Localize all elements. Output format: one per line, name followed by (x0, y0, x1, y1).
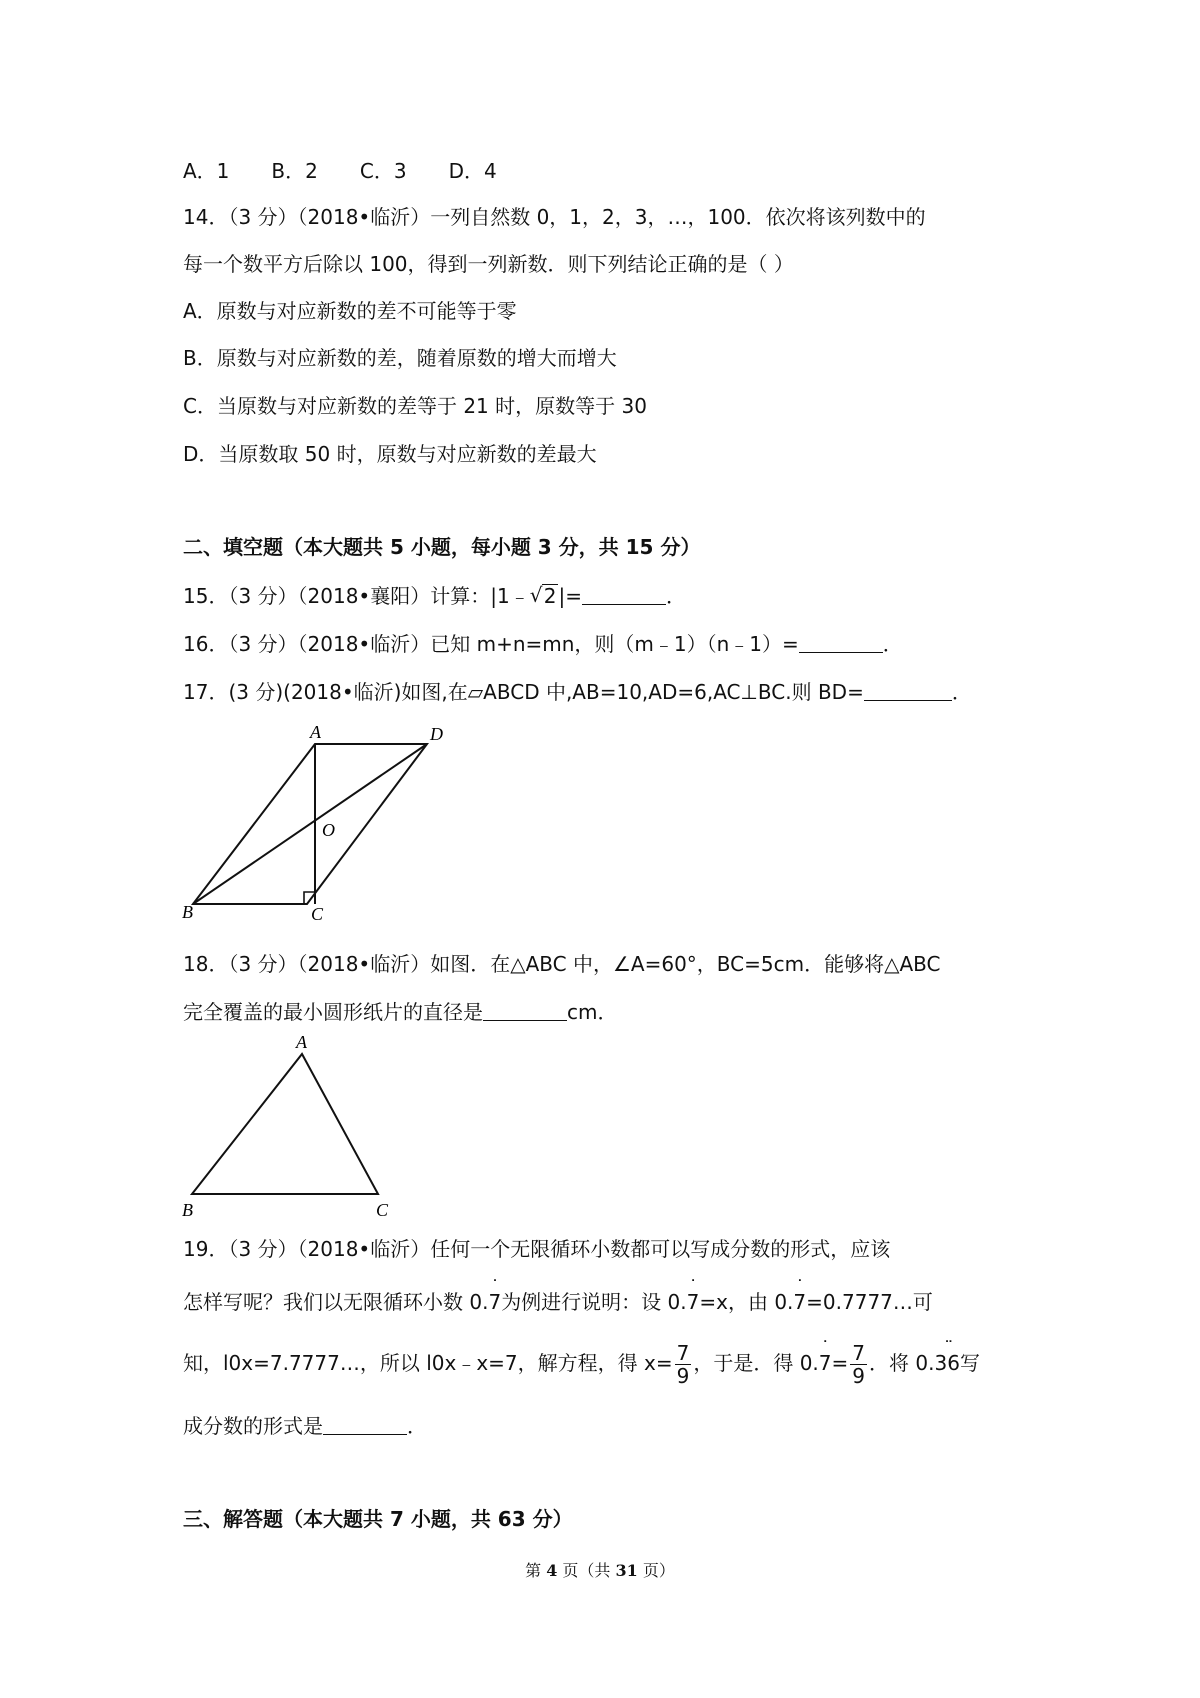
repeating-digits-mark: ¨ 6 (947, 1340, 960, 1386)
q16-answer-blank (799, 630, 883, 653)
q18-answer-blank (483, 998, 567, 1021)
figure-18-triangle (180, 1030, 400, 1220)
fraction-7-9-second (850, 1342, 867, 1387)
q13-option-d: D．4 (448, 159, 497, 183)
q15-answer-blank (582, 582, 666, 605)
q14-option-a: A．原数与对应新数的差不可能等于零 (183, 299, 517, 323)
repeating-digit: ˙ 7 (687, 1288, 700, 1316)
label-O: O (322, 820, 335, 840)
q14-option-d: D．当原数取 50 时，原数与对应新数的差最大 (183, 442, 597, 466)
q15-line (183, 582, 686, 610)
label-B: B (182, 902, 193, 920)
q15-end: ． (665, 584, 686, 608)
q13-option-c: C．3 (359, 159, 407, 183)
q18-line1: 18．（3 分）（2018•临沂）如图．在△ABC 中，∠A=60°，BC=5cm．能够将△ABC (183, 952, 941, 976)
q19-line4-text: 成分数的形式是 (183, 1414, 323, 1438)
footer-total-pages: 31 (615, 1561, 638, 1580)
label-A: A (310, 722, 321, 742)
fraction-numerator: 7 (852, 1341, 866, 1365)
sqrt-sign: √ (529, 583, 543, 607)
fraction-denominator: 9 (676, 1364, 690, 1388)
q14-stem-line1: 14．（3 分）（2018•临沂）一列自然数 0，1，2，3，…，100．依次将该列数中的 (183, 205, 926, 229)
q15-one: 1﹣ (496, 584, 530, 608)
q13-option-a: A．1 (183, 159, 230, 183)
q13-options (183, 157, 539, 185)
section3-heading: 三、解答题（本大题共 7 小题，共 63 分） (183, 1507, 573, 1531)
q19-line3-part-e: ．将 0.3 (869, 1351, 948, 1375)
abs-bar-left: | (490, 584, 497, 608)
footer-text-a: 第 (525, 1561, 547, 1580)
q19-line3-part-a: 知，l0x=7.7777…，所以 l0x﹣x=7，解方程，得 x= (183, 1351, 673, 1375)
q18-line2-prefix: 完全覆盖的最小圆形纸片的直径是 (183, 1000, 483, 1024)
page-footer (0, 1558, 1200, 1581)
repeating-digit: ˙ 7 (488, 1288, 501, 1316)
q19-line3-part-b: ，于是．得 0. (693, 1351, 819, 1375)
abs-bar-right: | (558, 584, 566, 608)
q19-line2-part-b: 为例进行说明：设 0. (501, 1290, 687, 1314)
q14-option-c: C．当原数与对应新数的差等于 21 时，原数等于 30 (183, 394, 647, 418)
q16-end: ． (882, 632, 903, 656)
label-B: B (182, 1200, 193, 1220)
q19-line2-part-a: 怎样写呢？我们以无限循环小数 0. (183, 1290, 489, 1314)
label-C: C (311, 904, 324, 920)
repeating-digit: ˙ 7 (819, 1340, 832, 1386)
q19-line4 (183, 1412, 427, 1440)
section2-heading: 二、填空题（本大题共 5 小题，每小题 3 分，共 15 分） (183, 535, 701, 559)
sqrt-radicand: 2 (543, 584, 557, 608)
q19-answer-blank (323, 1412, 407, 1435)
triangle-ABC (192, 1054, 378, 1194)
label-C: C (376, 1200, 389, 1220)
diagonal-BD (193, 744, 427, 904)
q19-line1: 19．（3 分）（2018•临沂）任何一个无限循环小数都可以写成分数的形式，应该 (183, 1237, 891, 1261)
q14-option-b: B．原数与对应新数的差，随着原数的增大而增大 (183, 346, 617, 370)
q19-line3-part-c: = (831, 1351, 849, 1375)
label-D: D (430, 724, 443, 744)
figure-17-parallelogram (180, 720, 450, 920)
footer-text-c: 页） (637, 1561, 675, 1580)
q19-line4-end: ． (407, 1414, 427, 1438)
q17-text: 17．(3 分)(2018•临沂)如图,在▱ABCD 中,AB=10,AD=6,AC⊥BC.则 BD= (183, 680, 864, 704)
q15-equals: = (565, 584, 582, 608)
q18-line2-suffix: cm． (567, 1000, 618, 1024)
sqrt-expression (530, 582, 559, 610)
q13-option-b: B．2 (271, 159, 318, 183)
footer-page-number: 4 (546, 1561, 558, 1580)
fraction-numerator: 7 (676, 1341, 690, 1365)
q18-line2 (183, 998, 617, 1026)
q17-end: ． (951, 680, 972, 704)
fraction-7-9 (675, 1342, 692, 1387)
footer-text-b: 页（共 (557, 1561, 616, 1580)
q19-line2-part-c: =x，由 0. (699, 1290, 794, 1314)
q17-answer-blank (864, 678, 952, 701)
q17-line (183, 678, 972, 706)
q14-stem-line2: 每一个数平方后除以 100，得到一列新数．则下列结论正确的是（ ） (183, 252, 794, 276)
repeating-digit: ˙ 7 (793, 1288, 806, 1316)
fraction-denominator: 9 (852, 1364, 866, 1388)
q16-line (183, 630, 903, 658)
q19-line2-part-e: =0.7777…可 (806, 1290, 933, 1314)
q19-line3 (183, 1340, 980, 1387)
label-A: A (296, 1032, 307, 1052)
q19-line3-part-f: 写 (959, 1351, 980, 1375)
q19-line2 (183, 1288, 933, 1316)
q16-text: 16．（3 分）（2018•临沂）已知 m+n=mn，则（m﹣1）（n﹣1）= (183, 632, 799, 656)
q15-prefix: 15．（3 分）（2018•襄阳）计算： (183, 584, 491, 608)
